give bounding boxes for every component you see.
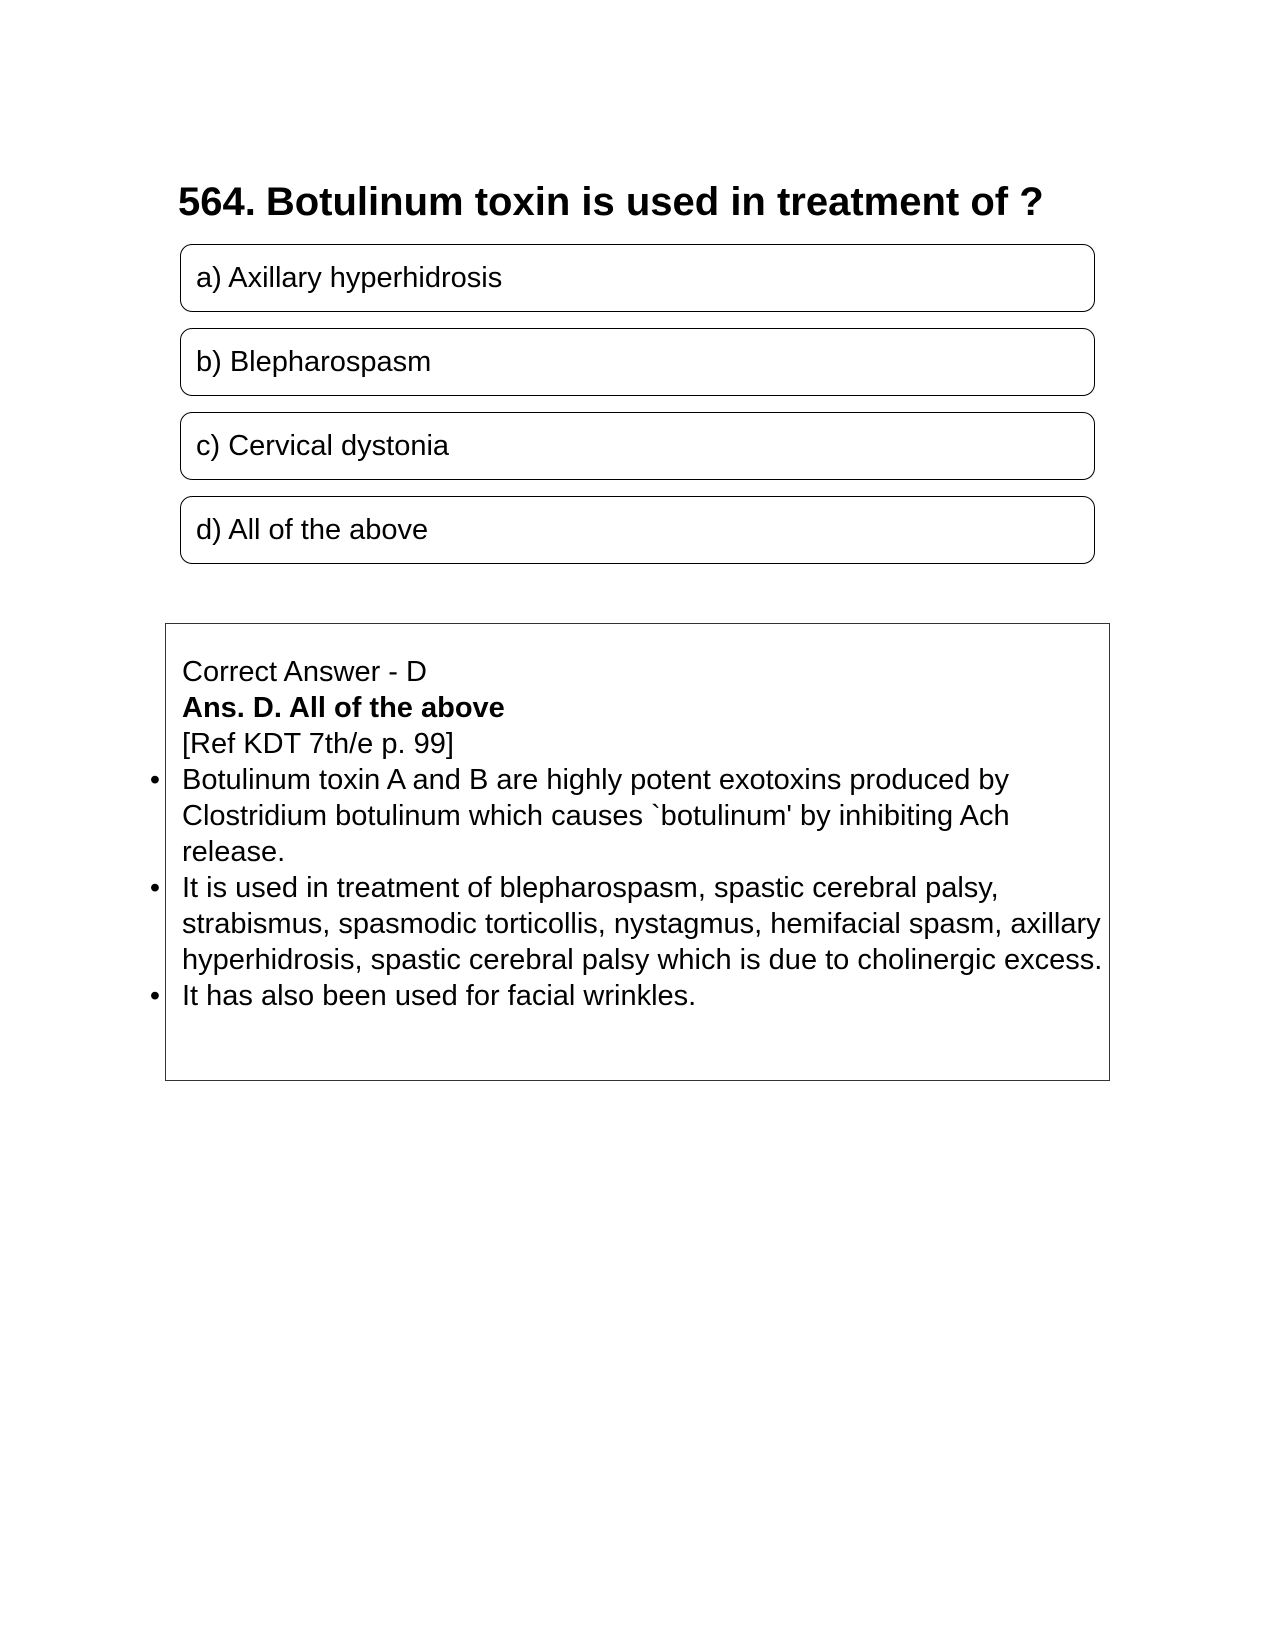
option-d[interactable] xyxy=(180,496,1095,564)
question-title xyxy=(178,178,1044,226)
explanation-text: It is used in treatment of blepharospasm, spastic cerebral palsy, strabismus, spasmodic torticollis, nystagmus, hemifacial spasm, axillary hyperhidrosis, spastic cerebral palsy which is due to cholinergic excess. xyxy=(182,872,1103,976)
option-a-label: a) Axillary hyperhidrosis xyxy=(196,261,503,294)
question-number: 564. xyxy=(178,180,256,224)
option-c[interactable] xyxy=(180,412,1095,480)
explanation-item xyxy=(149,762,1109,870)
bullet-icon: • xyxy=(149,764,161,796)
explanation-item xyxy=(149,870,1109,978)
answer-explanation-box xyxy=(149,623,1110,1081)
options-list xyxy=(180,244,1095,580)
explanation-text: It has also been used for facial wrinkles. xyxy=(182,980,697,1012)
option-b-label: b) Blepharospasm xyxy=(196,345,432,378)
bullet-icon: • xyxy=(149,980,161,1012)
explanation-item xyxy=(149,978,1109,1014)
option-a[interactable] xyxy=(180,244,1095,312)
question-text: Botulinum toxin is used in treatment of ? xyxy=(265,180,1044,224)
option-c-label: c) Cervical dystonia xyxy=(196,429,450,462)
option-d-label: d) All of the above xyxy=(196,513,429,546)
answer-heading: Ans. D. All of the above xyxy=(182,692,505,724)
option-b[interactable] xyxy=(180,328,1095,396)
bullet-icon: • xyxy=(149,872,161,904)
answer-reference: [Ref KDT 7th/e p. 99] xyxy=(182,728,454,760)
explanation-list xyxy=(149,762,1109,1014)
correct-answer-line: Correct Answer - D xyxy=(182,656,427,688)
explanation-text: Botulinum toxin A and B are highly potent exotoxins produced by Clostridium botulinum which causes `botulinum' by inhibiting Ach release. xyxy=(182,764,1010,868)
